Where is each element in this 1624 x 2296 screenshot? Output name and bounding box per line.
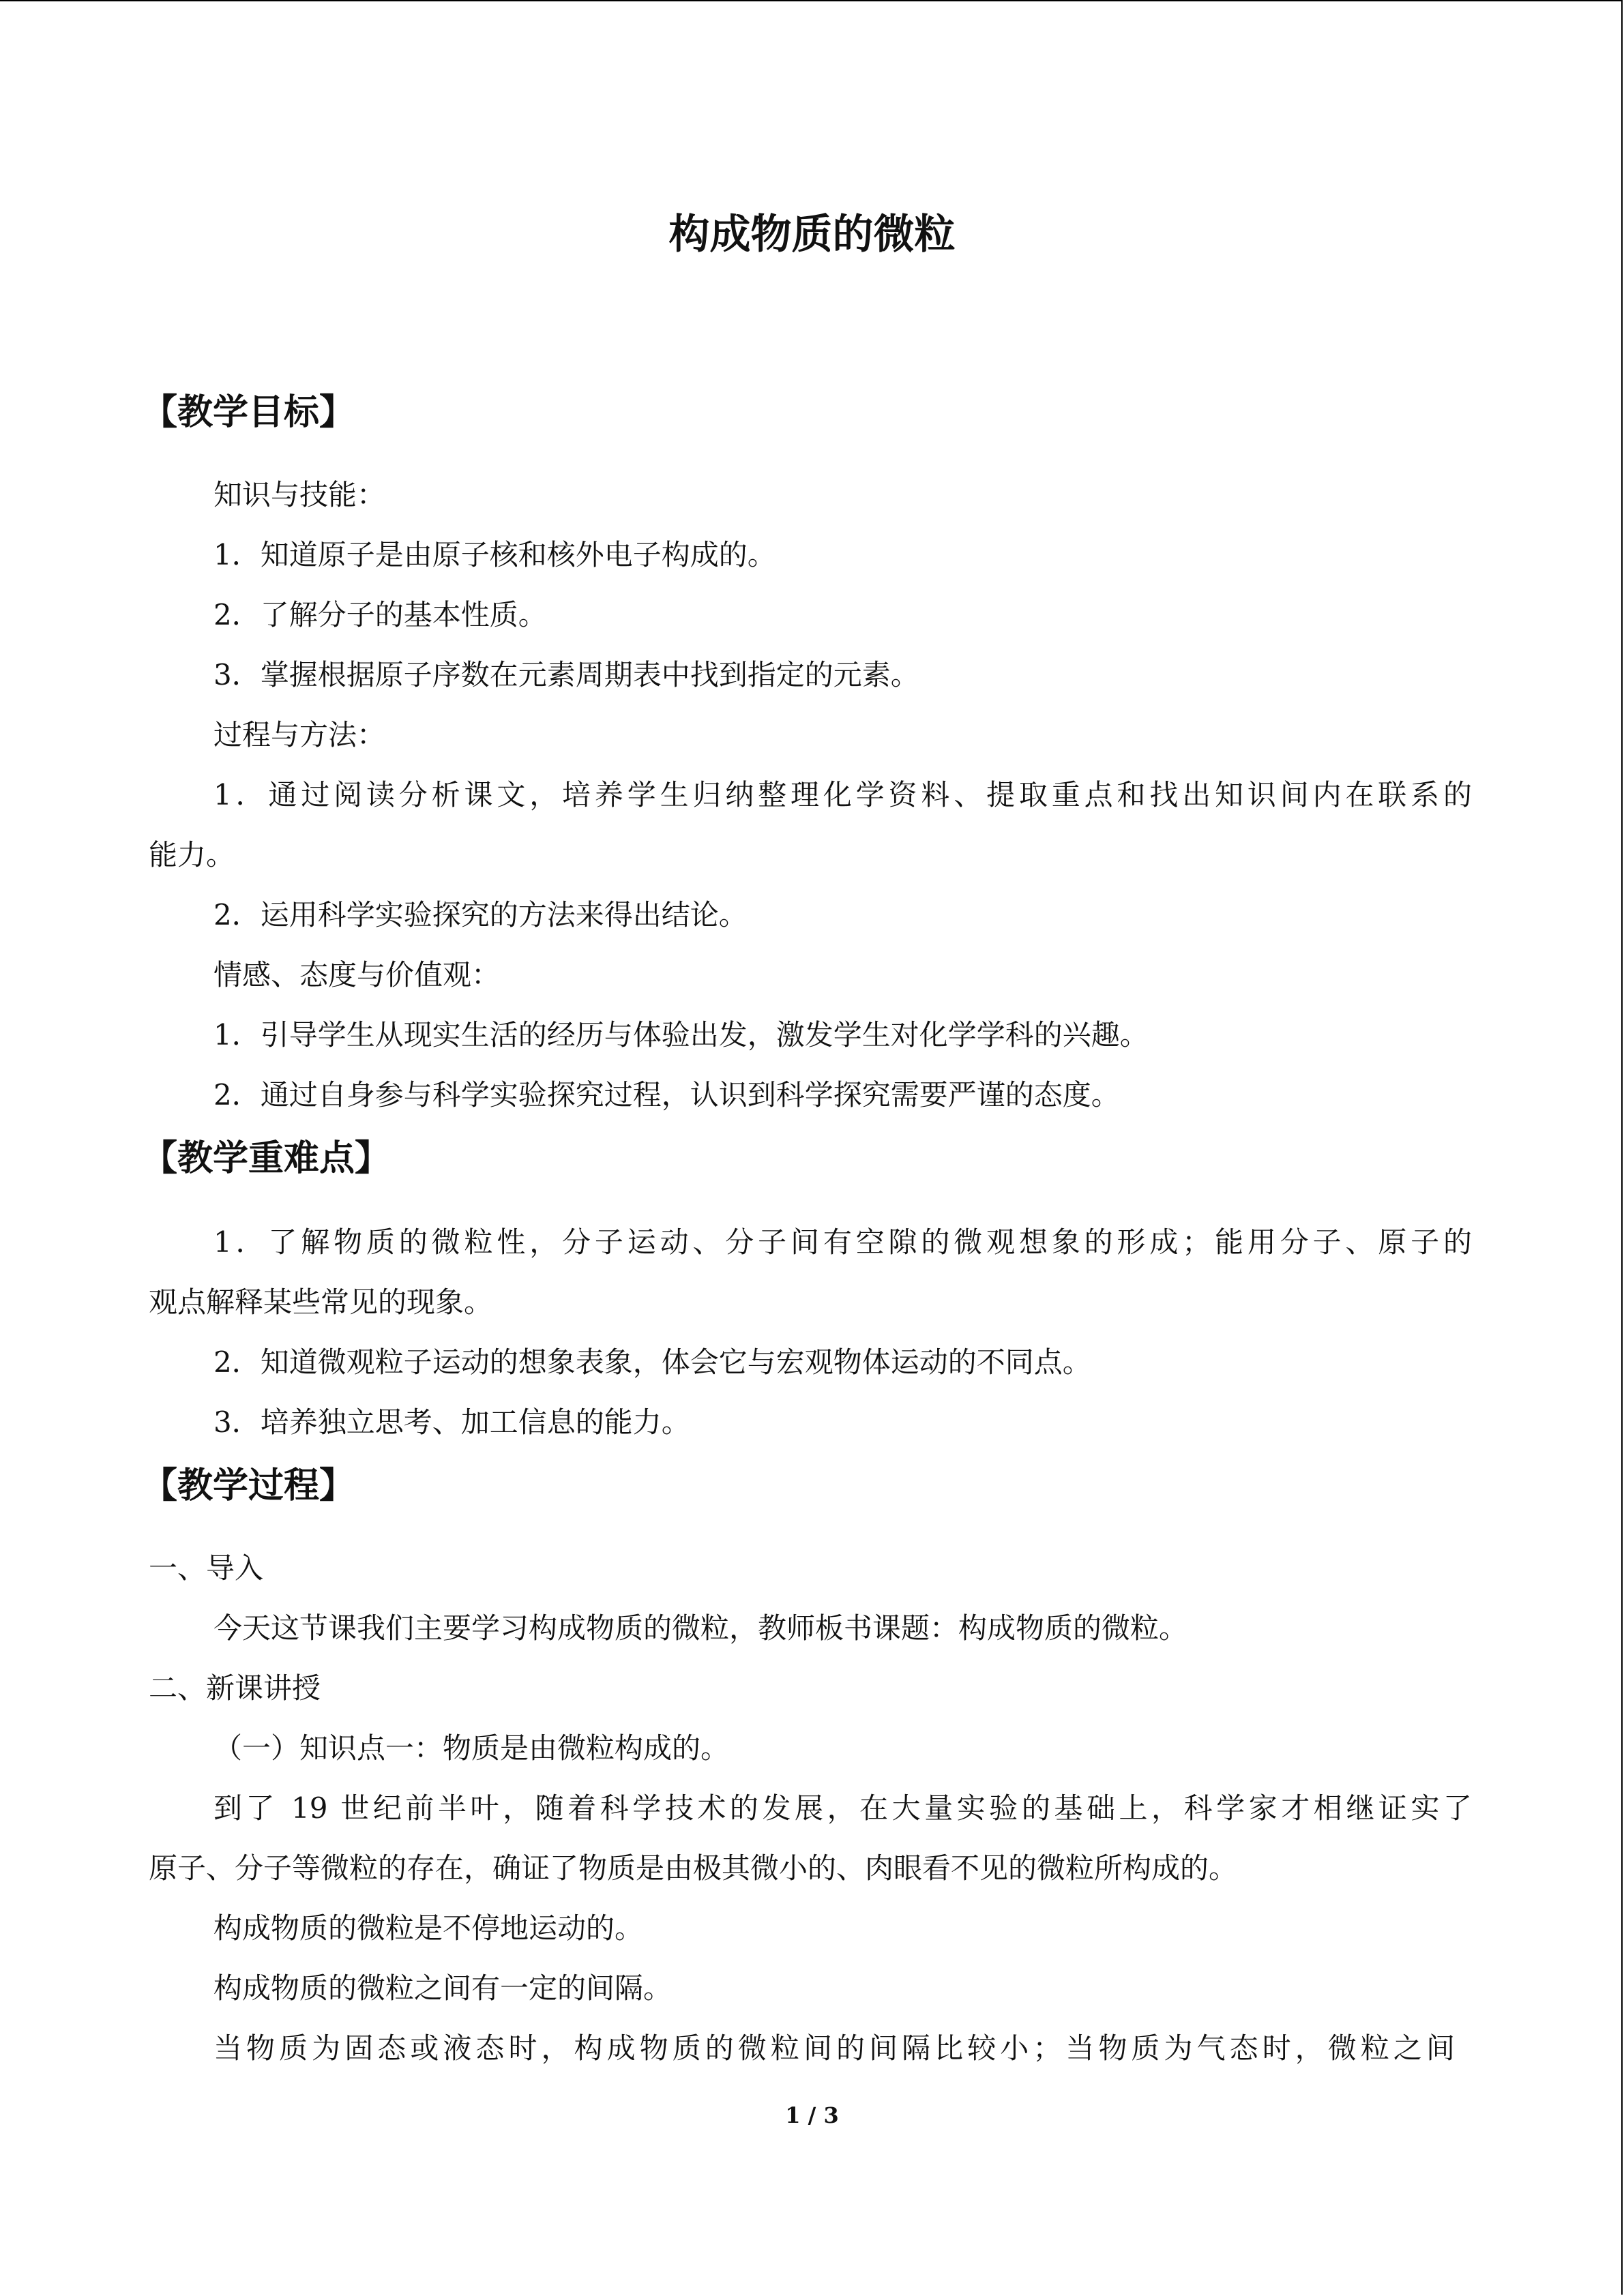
part-1-text: 今天这节课我们主要学习构成物质的微粒，教师板书课题：构成物质的微粒。	[213, 1611, 1188, 1645]
section-heading-process: 【教学过程】	[142, 1465, 355, 1506]
key-point-1-line-2: 观点解释某些常见的现象。	[149, 1285, 493, 1319]
key-point-3: 3．培养独立思考、加工信息的能力。	[213, 1405, 690, 1439]
knowledge-label: 知识与技能：	[213, 478, 386, 511]
knowledge-point-1-label: （一）知识点一：物质是由微粒构成的。	[213, 1731, 730, 1765]
paragraph-1-line-1: 到了 19 世纪前半叶，随着科学技术的发展，在大量实验的基础上，科学家才相继证实了	[213, 1791, 1472, 1825]
part-2-label: 二、新课讲授	[149, 1671, 321, 1705]
process-item-1-line-2: 能力。	[149, 838, 235, 871]
knowledge-item-1: 1．知道原子是由原子核和核外电子构成的。	[213, 538, 776, 571]
section-heading-key-points: 【教学重难点】	[142, 1137, 391, 1179]
attitude-label: 情感、态度与价值观：	[213, 958, 501, 992]
section-heading-goals: 【教学目标】	[142, 391, 355, 433]
knowledge-item-3: 3．掌握根据原子序数在元素周期表中找到指定的元素。	[213, 658, 919, 691]
process-item-1-line-1: 1．通过阅读分析课文，培养学生归纳整理化学资料、提取重点和找出知识间内在联系的	[213, 778, 1472, 811]
knowledge-item-2: 2．了解分子的基本性质。	[213, 598, 547, 631]
attitude-item-1: 1．引导学生从现实生活的经历与体验出发，激发学生对化学学科的兴趣。	[213, 1018, 1149, 1052]
document-title: 构成物质的微粒	[668, 211, 956, 258]
key-point-1-line-1: 1．了解物质的微粒性，分子运动、分子间有空隙的微观想象的形成；能用分子、原子的	[213, 1225, 1472, 1259]
process-label: 过程与方法：	[213, 718, 386, 751]
key-point-2: 2．知道微观粒子运动的想象表象，体会它与宏观物体运动的不同点。	[213, 1345, 1091, 1379]
paragraph-3: 构成物质的微粒之间有一定的间隔。	[213, 1971, 673, 2005]
attitude-item-2: 2．通过自身参与科学实验探究过程，认识到科学探究需要严谨的态度。	[213, 1078, 1120, 1112]
page-number: 1 / 3	[785, 2102, 839, 2128]
paragraph-1-line-2: 原子、分子等微粒的存在，确证了物质是由极其微小的、肉眼看不见的微粒所构成的。	[149, 1851, 1238, 1885]
paragraph-2: 构成物质的微粒是不停地运动的。	[213, 1911, 644, 1945]
process-item-2: 2．运用科学实验探究的方法来得出结论。	[213, 898, 748, 931]
paragraph-4: 当物质为固态或液态时，构成物质的微粒间的间隔比较小；当物质为气态时，微粒之间	[213, 2031, 1455, 2065]
part-1-label: 一、导入	[149, 1551, 264, 1585]
